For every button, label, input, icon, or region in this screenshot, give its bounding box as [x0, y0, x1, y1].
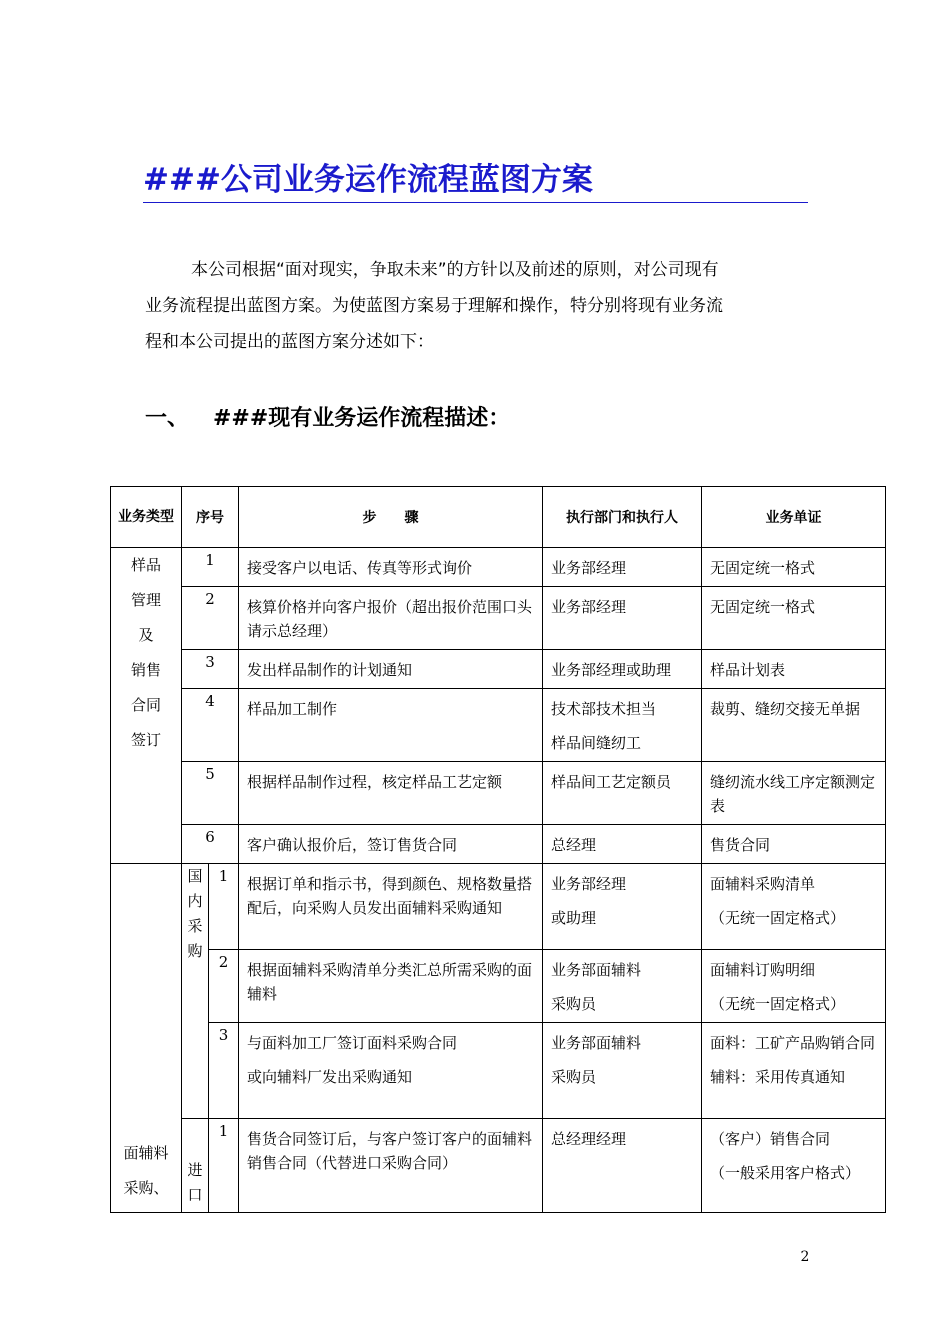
dept-text: 业务部经理 [551, 875, 627, 893]
dept-cell [543, 1119, 702, 1213]
subtype-char: 国 [187, 867, 203, 885]
dept-cell [543, 864, 702, 950]
dept-text: 样品间缝纫工 [551, 734, 642, 752]
dept-cell [543, 762, 702, 825]
dept-text: 样品间工艺定额员 [551, 773, 672, 791]
dept-text: 或助理 [551, 909, 597, 927]
type-line: 销售 [130, 661, 161, 679]
doc-text: 售货合同 [710, 836, 771, 854]
step-text: 接受客户以电话、传真等形式询价 [247, 559, 473, 577]
dept-text: 业务部面辅料 [551, 1034, 642, 1052]
step-text: 根据订单和指示书，得到颜色、规格数量搭配后，向采购人员发出面辅料采购通知 [247, 875, 533, 917]
dept-cell [543, 1023, 702, 1119]
step-text: 核算价格并向客户报价（超出报价范围口头请示总经理） [247, 598, 533, 640]
type-line: 及 [138, 626, 154, 644]
doc-text: 裁剪、缝纫交接无单据 [710, 700, 861, 718]
dept-cell [543, 689, 702, 762]
dept-text: 总经理经理 [551, 1130, 627, 1148]
step-cell [239, 825, 543, 864]
table-header-row [111, 487, 886, 548]
table-row [111, 1119, 886, 1213]
doc-text: （无统一固定格式） [710, 995, 846, 1013]
table-row [111, 548, 886, 587]
subtype-char: 采 [187, 917, 203, 935]
intro-line: 程和本公司提出的蓝图方案分述如下： [145, 332, 434, 352]
subtype-domestic-purchase [182, 864, 209, 1119]
type-line: 面辅料 [123, 1144, 169, 1162]
step-cell [239, 650, 543, 689]
row-number: 2 [209, 950, 239, 1023]
dept-text: 业务部经理或助理 [551, 661, 672, 679]
header-type-text: 业务类型 [118, 509, 174, 525]
subtype-char: 进 [187, 1161, 203, 1179]
row-number: 3 [209, 1023, 239, 1119]
doc-text: （无统一固定格式） [710, 909, 846, 927]
doc-text: 面辅料采购清单 [710, 875, 816, 893]
dept-cell [543, 950, 702, 1023]
header-doc: 业务单证 [702, 487, 886, 548]
subtype-char: 口 [187, 1186, 203, 1204]
table-row [111, 762, 886, 825]
row-number: 1 [182, 548, 239, 587]
step-text: 根据样品制作过程，核定样品工艺定额 [247, 773, 503, 791]
doc-text: 样品计划表 [710, 661, 786, 679]
step-cell [239, 950, 543, 1023]
step-cell [239, 1119, 543, 1213]
step-cell [239, 689, 543, 762]
header-step: 步 骤 [239, 487, 543, 548]
dept-text: 总经理 [551, 836, 597, 854]
doc-text: 面辅料订购明细 [710, 961, 816, 979]
type-line: 合同 [130, 696, 161, 714]
type-sample-management [111, 548, 182, 864]
dept-cell [543, 548, 702, 587]
row-number: 4 [182, 689, 239, 762]
step-cell [239, 762, 543, 825]
table-row [111, 864, 886, 950]
doc-text: 辅料：采用传真通知 [710, 1068, 846, 1086]
dept-text: 业务部面辅料 [551, 961, 642, 979]
table-row [111, 587, 886, 650]
table-row [111, 650, 886, 689]
step-cell [239, 864, 543, 950]
title-underline [143, 202, 808, 203]
intro-line: 业务流程提出蓝图方案。为使蓝图方案易于理解和操作，特分别将现有业务流 [145, 296, 723, 316]
doc-cell [702, 762, 886, 825]
dept-cell [543, 825, 702, 864]
doc-cell [702, 950, 886, 1023]
step-cell [239, 548, 543, 587]
dept-text: 采购员 [551, 995, 597, 1013]
intro-paragraph [145, 252, 810, 360]
type-line: 管理 [130, 591, 161, 609]
intro-line: 本公司根据“面对现实，争取未来”的方针以及前述的原则，对公司现有 [191, 260, 719, 280]
doc-text: （一般采用客户格式） [710, 1164, 861, 1182]
doc-text: 无固定统一格式 [710, 559, 816, 577]
row-number: 3 [182, 650, 239, 689]
type-line: 采购、 [123, 1179, 169, 1197]
step-text: 样品加工制作 [247, 700, 338, 718]
table-row [111, 825, 886, 864]
row-number: 1 [209, 864, 239, 950]
dept-text: 业务部经理 [551, 559, 627, 577]
dept-text: 技术部技术担当 [551, 700, 657, 718]
header-type [111, 487, 182, 548]
step-text: 根据面辅料采购清单分类汇总所需采购的面辅料 [247, 961, 533, 1003]
table-row [111, 689, 886, 762]
step-text: 客户确认报价后，签订售货合同 [247, 836, 458, 854]
type-material-purchase [111, 864, 182, 1213]
dept-cell [543, 587, 702, 650]
header-dept: 执行部门和执行人 [543, 487, 702, 548]
subtype-import [182, 1119, 209, 1213]
section-number: 一、 [145, 406, 190, 431]
step-text: 发出样品制作的计划通知 [247, 661, 413, 679]
row-number: 1 [209, 1119, 239, 1213]
doc-text: 无固定统一格式 [710, 598, 816, 616]
page-number: 2 [800, 1249, 810, 1265]
doc-text: 面料：工矿产品购销合同 [710, 1034, 876, 1052]
table-row [111, 950, 886, 1023]
doc-cell [702, 1119, 886, 1213]
doc-cell [702, 689, 886, 762]
step-text: 与面料加工厂签订面料采购合同 [247, 1034, 458, 1052]
row-number: 2 [182, 587, 239, 650]
doc-cell [702, 587, 886, 650]
subtype-char: 内 [187, 892, 203, 910]
doc-text: 缝纫流水线工序定额测定表 [710, 773, 876, 815]
doc-text: （客户）销售合同 [710, 1130, 831, 1148]
document-title: ###公司业务运作流程蓝图方案 [143, 162, 593, 198]
doc-cell [702, 864, 886, 950]
doc-cell [702, 548, 886, 587]
type-line: 签订 [130, 731, 161, 749]
step-text: 或向辅料厂发出采购通知 [247, 1068, 413, 1086]
step-text: 售货合同签订后，与客户签订客户的面辅料销售合同（代替进口采购合同） [247, 1130, 533, 1172]
doc-cell [702, 825, 886, 864]
section-title: ###现有业务运作流程描述： [213, 406, 511, 431]
dept-text: 采购员 [551, 1068, 597, 1086]
table-row [111, 1023, 886, 1119]
header-no: 序号 [182, 487, 239, 548]
doc-cell [702, 650, 886, 689]
process-table [110, 486, 886, 1213]
type-line: 样品 [130, 556, 161, 574]
section-heading [145, 404, 805, 434]
dept-cell [543, 650, 702, 689]
dept-text: 业务部经理 [551, 598, 627, 616]
row-number: 6 [182, 825, 239, 864]
doc-cell [702, 1023, 886, 1119]
step-cell [239, 587, 543, 650]
subtype-char: 购 [187, 942, 203, 960]
row-number: 5 [182, 762, 239, 825]
step-cell [239, 1023, 543, 1119]
